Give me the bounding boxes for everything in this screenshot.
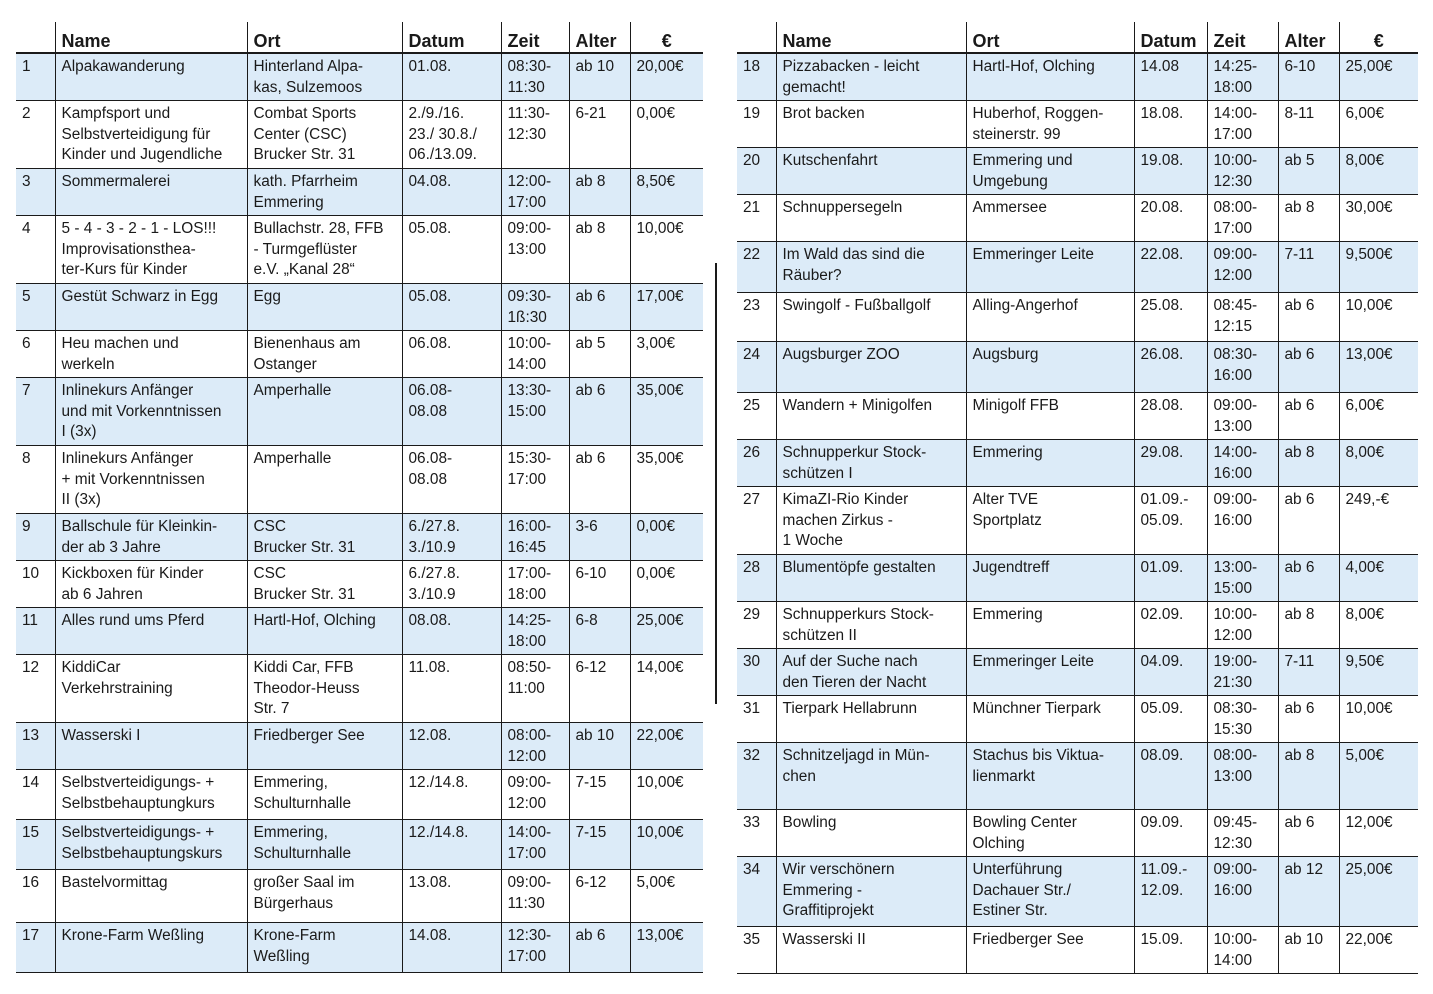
- cell-preis: 6,00€: [1339, 393, 1418, 440]
- cell-preis: 10,00€: [630, 216, 703, 284]
- cell-name: Selbstverteidigungs- + Selbstbehauptungkurs: [55, 770, 247, 820]
- cell-ort: Münchner Tierpark: [966, 696, 1134, 743]
- cell-name: Auf der Suche nach den Tieren der Nacht: [776, 649, 966, 696]
- cell-ort: Alter TVE Sportplatz: [966, 487, 1134, 555]
- cell-datum: 12.08.: [402, 723, 501, 770]
- table-row: [16, 216, 703, 284]
- cell-alter: ab 12: [1278, 857, 1339, 927]
- cell-alter: ab 6: [569, 378, 630, 446]
- cell-zeit: 13:00- 15:00: [1207, 555, 1278, 602]
- cell-alter: 6-8: [569, 608, 630, 655]
- table-row: [737, 195, 1418, 242]
- cell-alter: ab 8: [1278, 440, 1339, 487]
- cell-name: Alpakawanderung: [55, 53, 247, 101]
- cell-name: Kampfsport und Selbstverteidigung für Kinder und Jugendliche: [55, 101, 247, 169]
- cell-name: Gestüt Schwarz in Egg: [55, 284, 247, 331]
- table-row: [737, 602, 1418, 649]
- cell-name: Kutschenfahrt: [776, 148, 966, 195]
- cell-ort: Emmering: [966, 440, 1134, 487]
- cell-name: Wir verschönern Emmering - Graffitiprojekt: [776, 857, 966, 927]
- cell-alter: ab 6: [1278, 696, 1339, 743]
- cell-zeit: 09:00- 11:30: [501, 870, 569, 923]
- cell-preis: 5,00€: [1339, 743, 1418, 810]
- cell-nr: 18: [737, 53, 776, 101]
- table-row: [16, 331, 703, 378]
- cell-datum: 04.08.: [402, 169, 501, 216]
- table-row: [737, 342, 1418, 393]
- header-nr: [16, 22, 55, 53]
- cell-zeit: 08:30- 11:30: [501, 53, 569, 101]
- cell-ort: Bowling Center Olching: [966, 810, 1134, 857]
- cell-nr: 1: [16, 53, 55, 101]
- left-schedule-table: [16, 22, 703, 973]
- cell-nr: 30: [737, 649, 776, 696]
- table-row: [737, 810, 1418, 857]
- cell-name: Selbstverteidigungs- + Selbstbehauptungskurs: [55, 820, 247, 870]
- cell-preis: 0,00€: [630, 514, 703, 561]
- cell-datum: 28.08.: [1134, 393, 1207, 440]
- table-row: [16, 723, 703, 770]
- cell-nr: 9: [16, 514, 55, 561]
- header-row: [16, 22, 703, 53]
- cell-name: KimaZI-Rio Kinder machen Zirkus - 1 Woche: [776, 487, 966, 555]
- cell-nr: 19: [737, 101, 776, 148]
- cell-nr: 16: [16, 870, 55, 923]
- cell-preis: 10,00€: [630, 820, 703, 870]
- column-divider: [715, 263, 717, 704]
- cell-preis: 25,00€: [630, 608, 703, 655]
- cell-ort: Bienenhaus am Ostanger: [247, 331, 402, 378]
- cell-datum: 04.09.: [1134, 649, 1207, 696]
- cell-zeit: 10:00- 14:00: [501, 331, 569, 378]
- cell-datum: 06.08- 08.08: [402, 446, 501, 514]
- cell-ort: Emmeringer Leite: [966, 649, 1134, 696]
- cell-ort: Amperhalle: [247, 446, 402, 514]
- cell-alter: 6-21: [569, 101, 630, 169]
- cell-nr: 26: [737, 440, 776, 487]
- table-row: [737, 696, 1418, 743]
- header-datum: Datum: [1134, 22, 1207, 53]
- cell-nr: 5: [16, 284, 55, 331]
- cell-preis: 10,00€: [630, 770, 703, 820]
- cell-nr: 8: [16, 446, 55, 514]
- cell-preis: 4,00€: [1339, 555, 1418, 602]
- cell-nr: 6: [16, 331, 55, 378]
- cell-preis: 30,00€: [1339, 195, 1418, 242]
- cell-ort: Minigolf FFB: [966, 393, 1134, 440]
- cell-zeit: 09:45- 12:30: [1207, 810, 1278, 857]
- cell-nr: 22: [737, 242, 776, 293]
- cell-ort: Alling-Angerhof: [966, 293, 1134, 342]
- cell-zeit: 14:00- 17:00: [1207, 101, 1278, 148]
- cell-alter: ab 10: [1278, 927, 1339, 974]
- cell-zeit: 08:00- 12:00: [501, 723, 569, 770]
- cell-datum: 05.08.: [402, 216, 501, 284]
- header-ort: Ort: [247, 22, 402, 53]
- cell-alter: 3-6: [569, 514, 630, 561]
- cell-datum: 11.08.: [402, 655, 501, 723]
- cell-preis: 35,00€: [630, 446, 703, 514]
- cell-alter: ab 8: [569, 169, 630, 216]
- cell-name: Schnupperkurs Stock- schützen II: [776, 602, 966, 649]
- cell-alter: ab 5: [569, 331, 630, 378]
- right-schedule-table: [737, 22, 1418, 974]
- table-row: [16, 378, 703, 446]
- cell-preis: 13,00€: [630, 923, 703, 973]
- cell-preis: 35,00€: [630, 378, 703, 446]
- cell-alter: ab 6: [1278, 293, 1339, 342]
- cell-zeit: 17:00- 18:00: [501, 561, 569, 608]
- cell-ort: Ammersee: [966, 195, 1134, 242]
- cell-alter: ab 6: [569, 923, 630, 973]
- cell-ort: Bullachstr. 28, FFB - Turmgeflüster e.V. „Kanal 28“: [247, 216, 402, 284]
- cell-alter: 8-11: [1278, 101, 1339, 148]
- cell-ort: Jugendtreff: [966, 555, 1134, 602]
- table-row: [737, 743, 1418, 810]
- cell-name: Wasserski II: [776, 927, 966, 974]
- cell-datum: 14.08: [1134, 53, 1207, 101]
- cell-datum: 22.08.: [1134, 242, 1207, 293]
- cell-alter: 7-11: [1278, 242, 1339, 293]
- cell-alter: 7-15: [569, 820, 630, 870]
- cell-name: Wandern + Minigolfen: [776, 393, 966, 440]
- cell-datum: 01.08.: [402, 53, 501, 101]
- cell-alter: ab 6: [1278, 487, 1339, 555]
- cell-zeit: 12:30- 17:00: [501, 923, 569, 973]
- cell-ort: Hartl-Hof, Olching: [247, 608, 402, 655]
- cell-nr: 17: [16, 923, 55, 973]
- table-row: [16, 655, 703, 723]
- cell-preis: 8,00€: [1339, 440, 1418, 487]
- cell-preis: 8,00€: [1339, 602, 1418, 649]
- header-nr: [737, 22, 776, 53]
- cell-zeit: 09:00- 12:00: [501, 770, 569, 820]
- header-ort: Ort: [966, 22, 1134, 53]
- header-name: Name: [776, 22, 966, 53]
- cell-datum: 29.08.: [1134, 440, 1207, 487]
- cell-name: Schnupperkur Stock- schützen I: [776, 440, 966, 487]
- cell-ort: Amperhalle: [247, 378, 402, 446]
- cell-ort: Huberhof, Roggen- steinerstr. 99: [966, 101, 1134, 148]
- table-row: [737, 293, 1418, 342]
- cell-zeit: 19:00- 21:30: [1207, 649, 1278, 696]
- cell-preis: 8,50€: [630, 169, 703, 216]
- cell-preis: 22,00€: [630, 723, 703, 770]
- cell-ort: Emmering: [966, 602, 1134, 649]
- cell-ort: Augsburg: [966, 342, 1134, 393]
- cell-name: Bowling: [776, 810, 966, 857]
- cell-ort: CSC Brucker Str. 31: [247, 514, 402, 561]
- table-row: [16, 53, 703, 101]
- cell-datum: 06.08- 08.08: [402, 378, 501, 446]
- cell-nr: 21: [737, 195, 776, 242]
- cell-alter: ab 6: [569, 284, 630, 331]
- cell-name: Swingolf - Fußballgolf: [776, 293, 966, 342]
- cell-name: Brot backen: [776, 101, 966, 148]
- cell-name: Sommermalerei: [55, 169, 247, 216]
- cell-alter: ab 8: [1278, 195, 1339, 242]
- cell-zeit: 10:00- 12:30: [1207, 148, 1278, 195]
- cell-zeit: 09:00- 16:00: [1207, 857, 1278, 927]
- cell-preis: 3,00€: [630, 331, 703, 378]
- cell-preis: 12,00€: [1339, 810, 1418, 857]
- cell-zeit: 08:45- 12:15: [1207, 293, 1278, 342]
- cell-datum: 6./27.8. 3./10.9: [402, 514, 501, 561]
- cell-datum: 6./27.8. 3./10.9: [402, 561, 501, 608]
- cell-ort: Friedberger See: [966, 927, 1134, 974]
- cell-zeit: 16:00- 16:45: [501, 514, 569, 561]
- table-row: [16, 169, 703, 216]
- header-name: Name: [55, 22, 247, 53]
- cell-nr: 11: [16, 608, 55, 655]
- cell-preis: 249,-€: [1339, 487, 1418, 555]
- cell-nr: 25: [737, 393, 776, 440]
- table-row: [737, 927, 1418, 974]
- cell-datum: 12./14.8.: [402, 770, 501, 820]
- cell-name: Blumentöpfe gestalten: [776, 555, 966, 602]
- cell-zeit: 08:50- 11:00: [501, 655, 569, 723]
- header-datum: Datum: [402, 22, 501, 53]
- cell-nr: 34: [737, 857, 776, 927]
- cell-ort: Hartl-Hof, Olching: [966, 53, 1134, 101]
- cell-name: KiddiCar Verkehrstraining: [55, 655, 247, 723]
- cell-zeit: 08:30- 15:30: [1207, 696, 1278, 743]
- cell-preis: 17,00€: [630, 284, 703, 331]
- cell-ort: Combat Sports Center (CSC) Brucker Str. 31: [247, 101, 402, 169]
- cell-ort: Unterführung Dachauer Str./ Estiner Str.: [966, 857, 1134, 927]
- cell-alter: 6-10: [569, 561, 630, 608]
- cell-datum: 13.08.: [402, 870, 501, 923]
- table-row: [16, 446, 703, 514]
- cell-nr: 7: [16, 378, 55, 446]
- cell-zeit: 08:00- 17:00: [1207, 195, 1278, 242]
- cell-name: Heu machen und werkeln: [55, 331, 247, 378]
- cell-name: Ballschule für Kleinkin- der ab 3 Jahre: [55, 514, 247, 561]
- cell-nr: 33: [737, 810, 776, 857]
- cell-name: Krone-Farm Weßling: [55, 923, 247, 973]
- cell-ort: Emmering, Schulturnhalle: [247, 770, 402, 820]
- cell-preis: 0,00€: [630, 101, 703, 169]
- cell-alter: ab 8: [1278, 743, 1339, 810]
- cell-ort: Egg: [247, 284, 402, 331]
- cell-datum: 2./9./16. 23./ 30.8./ 06./13.09.: [402, 101, 501, 169]
- header-zeit: Zeit: [1207, 22, 1278, 53]
- cell-alter: ab 10: [569, 723, 630, 770]
- table-row: [737, 393, 1418, 440]
- cell-nr: 29: [737, 602, 776, 649]
- cell-datum: 11.09.- 12.09.: [1134, 857, 1207, 927]
- cell-alter: 6-10: [1278, 53, 1339, 101]
- cell-preis: 10,00€: [1339, 293, 1418, 342]
- table-row: [737, 487, 1418, 555]
- cell-preis: 9,500€: [1339, 242, 1418, 293]
- cell-alter: 7-11: [1278, 649, 1339, 696]
- table-row: [16, 561, 703, 608]
- header-row: [737, 22, 1418, 53]
- cell-nr: 31: [737, 696, 776, 743]
- table-row: [16, 770, 703, 820]
- cell-zeit: 08:30- 16:00: [1207, 342, 1278, 393]
- table-row: [737, 101, 1418, 148]
- cell-nr: 10: [16, 561, 55, 608]
- cell-alter: ab 5: [1278, 148, 1339, 195]
- table-row: [737, 440, 1418, 487]
- cell-datum: 26.08.: [1134, 342, 1207, 393]
- cell-nr: 27: [737, 487, 776, 555]
- cell-preis: 20,00€: [630, 53, 703, 101]
- cell-preis: 25,00€: [1339, 857, 1418, 927]
- cell-alter: ab 6: [1278, 393, 1339, 440]
- cell-ort: kath. Pfarrheim Emmering: [247, 169, 402, 216]
- cell-name: Tierpark Hellabrunn: [776, 696, 966, 743]
- cell-preis: 22,00€: [1339, 927, 1418, 974]
- cell-name: Schnitzeljagd in Mün- chen: [776, 743, 966, 810]
- cell-ort: Emmeringer Leite: [966, 242, 1134, 293]
- cell-nr: 4: [16, 216, 55, 284]
- cell-datum: 12./14.8.: [402, 820, 501, 870]
- cell-name: Inlinekurs Anfänger und mit Vorkenntnissen I (3x): [55, 378, 247, 446]
- cell-zeit: 09:00- 12:00: [1207, 242, 1278, 293]
- cell-alter: 6-12: [569, 870, 630, 923]
- cell-name: Bastelvormittag: [55, 870, 247, 923]
- table-row: [16, 284, 703, 331]
- cell-name: Kickboxen für Kinder ab 6 Jahren: [55, 561, 247, 608]
- cell-preis: 0,00€: [630, 561, 703, 608]
- cell-nr: 2: [16, 101, 55, 169]
- cell-ort: Krone-Farm Weßling: [247, 923, 402, 973]
- header-alter: Alter: [569, 22, 630, 53]
- cell-preis: 6,00€: [1339, 101, 1418, 148]
- cell-preis: 9,50€: [1339, 649, 1418, 696]
- cell-datum: 20.08.: [1134, 195, 1207, 242]
- cell-preis: 10,00€: [1339, 696, 1418, 743]
- cell-nr: 24: [737, 342, 776, 393]
- cell-ort: Emmering, Schulturnhalle: [247, 820, 402, 870]
- cell-zeit: 10:00- 12:00: [1207, 602, 1278, 649]
- cell-datum: 01.09.- 05.09.: [1134, 487, 1207, 555]
- cell-name: Alles rund ums Pferd: [55, 608, 247, 655]
- cell-name: Schnuppersegeln: [776, 195, 966, 242]
- table-row: [737, 857, 1418, 927]
- cell-datum: 25.08.: [1134, 293, 1207, 342]
- cell-zeit: 13:30- 15:00: [501, 378, 569, 446]
- table-row: [16, 608, 703, 655]
- table-row: [16, 101, 703, 169]
- cell-nr: 14: [16, 770, 55, 820]
- header-zeit: Zeit: [501, 22, 569, 53]
- cell-datum: 14.08.: [402, 923, 501, 973]
- cell-zeit: 14:00- 17:00: [501, 820, 569, 870]
- table-row: [16, 820, 703, 870]
- cell-nr: 32: [737, 743, 776, 810]
- cell-nr: 13: [16, 723, 55, 770]
- table-row: [737, 555, 1418, 602]
- cell-ort: Stachus bis Viktua- lienmarkt: [966, 743, 1134, 810]
- cell-zeit: 14:25- 18:00: [1207, 53, 1278, 101]
- table-row: [737, 649, 1418, 696]
- table-row: [16, 870, 703, 923]
- cell-zeit: 09:30- 1ß:30: [501, 284, 569, 331]
- cell-alter: ab 8: [1278, 602, 1339, 649]
- cell-preis: 5,00€: [630, 870, 703, 923]
- cell-zeit: 09:00- 16:00: [1207, 487, 1278, 555]
- cell-alter: ab 6: [1278, 810, 1339, 857]
- cell-nr: 23: [737, 293, 776, 342]
- cell-ort: Emmering und Umgebung: [966, 148, 1134, 195]
- header-preis: €: [1339, 22, 1418, 53]
- cell-nr: 15: [16, 820, 55, 870]
- table-row: [16, 923, 703, 973]
- cell-ort: CSC Brucker Str. 31: [247, 561, 402, 608]
- cell-name: Im Wald das sind die Räuber?: [776, 242, 966, 293]
- cell-alter: ab 6: [1278, 342, 1339, 393]
- cell-ort: großer Saal im Bürgerhaus: [247, 870, 402, 923]
- header-alter: Alter: [1278, 22, 1339, 53]
- cell-ort: Friedberger See: [247, 723, 402, 770]
- cell-preis: 25,00€: [1339, 53, 1418, 101]
- cell-alter: 6-12: [569, 655, 630, 723]
- cell-ort: Kiddi Car, FFB Theodor-Heuss Str. 7: [247, 655, 402, 723]
- cell-zeit: 09:00- 13:00: [1207, 393, 1278, 440]
- cell-nr: 35: [737, 927, 776, 974]
- cell-zeit: 08:00- 13:00: [1207, 743, 1278, 810]
- cell-preis: 14,00€: [630, 655, 703, 723]
- table-row: [737, 242, 1418, 293]
- cell-datum: 09.09.: [1134, 810, 1207, 857]
- cell-name: Augsburger ZOO: [776, 342, 966, 393]
- cell-name: Wasserski I: [55, 723, 247, 770]
- cell-zeit: 14:00- 16:00: [1207, 440, 1278, 487]
- cell-preis: 13,00€: [1339, 342, 1418, 393]
- cell-ort: Hinterland Alpa- kas, Sulzemoos: [247, 53, 402, 101]
- cell-name: Pizzabacken - leicht gemacht!: [776, 53, 966, 101]
- cell-zeit: 09:00- 13:00: [501, 216, 569, 284]
- cell-zeit: 11:30- 12:30: [501, 101, 569, 169]
- table-row: [16, 514, 703, 561]
- cell-nr: 12: [16, 655, 55, 723]
- cell-nr: 28: [737, 555, 776, 602]
- cell-datum: 15.09.: [1134, 927, 1207, 974]
- cell-nr: 3: [16, 169, 55, 216]
- cell-datum: 18.08.: [1134, 101, 1207, 148]
- cell-datum: 05.08.: [402, 284, 501, 331]
- cell-datum: 06.08.: [402, 331, 501, 378]
- cell-name: 5 - 4 - 3 - 2 - 1 - LOS!!! Improvisationsthea- ter-Kurs für Kinder: [55, 216, 247, 284]
- cell-datum: 19.08.: [1134, 148, 1207, 195]
- cell-preis: 8,00€: [1339, 148, 1418, 195]
- cell-zeit: 12:00- 17:00: [501, 169, 569, 216]
- cell-alter: ab 6: [1278, 555, 1339, 602]
- table-row: [737, 148, 1418, 195]
- cell-datum: 05.09.: [1134, 696, 1207, 743]
- cell-zeit: 10:00- 14:00: [1207, 927, 1278, 974]
- cell-alter: ab 10: [569, 53, 630, 101]
- cell-zeit: 14:25- 18:00: [501, 608, 569, 655]
- cell-zeit: 15:30- 17:00: [501, 446, 569, 514]
- cell-datum: 01.09.: [1134, 555, 1207, 602]
- cell-datum: 08.08.: [402, 608, 501, 655]
- cell-nr: 20: [737, 148, 776, 195]
- table-row: [737, 53, 1418, 101]
- cell-name: Inlinekurs Anfänger + mit Vorkenntnissen II (3x): [55, 446, 247, 514]
- cell-alter: ab 8: [569, 216, 630, 284]
- cell-datum: 02.09.: [1134, 602, 1207, 649]
- header-preis: €: [630, 22, 703, 53]
- cell-datum: 08.09.: [1134, 743, 1207, 810]
- cell-alter: ab 6: [569, 446, 630, 514]
- cell-alter: 7-15: [569, 770, 630, 820]
